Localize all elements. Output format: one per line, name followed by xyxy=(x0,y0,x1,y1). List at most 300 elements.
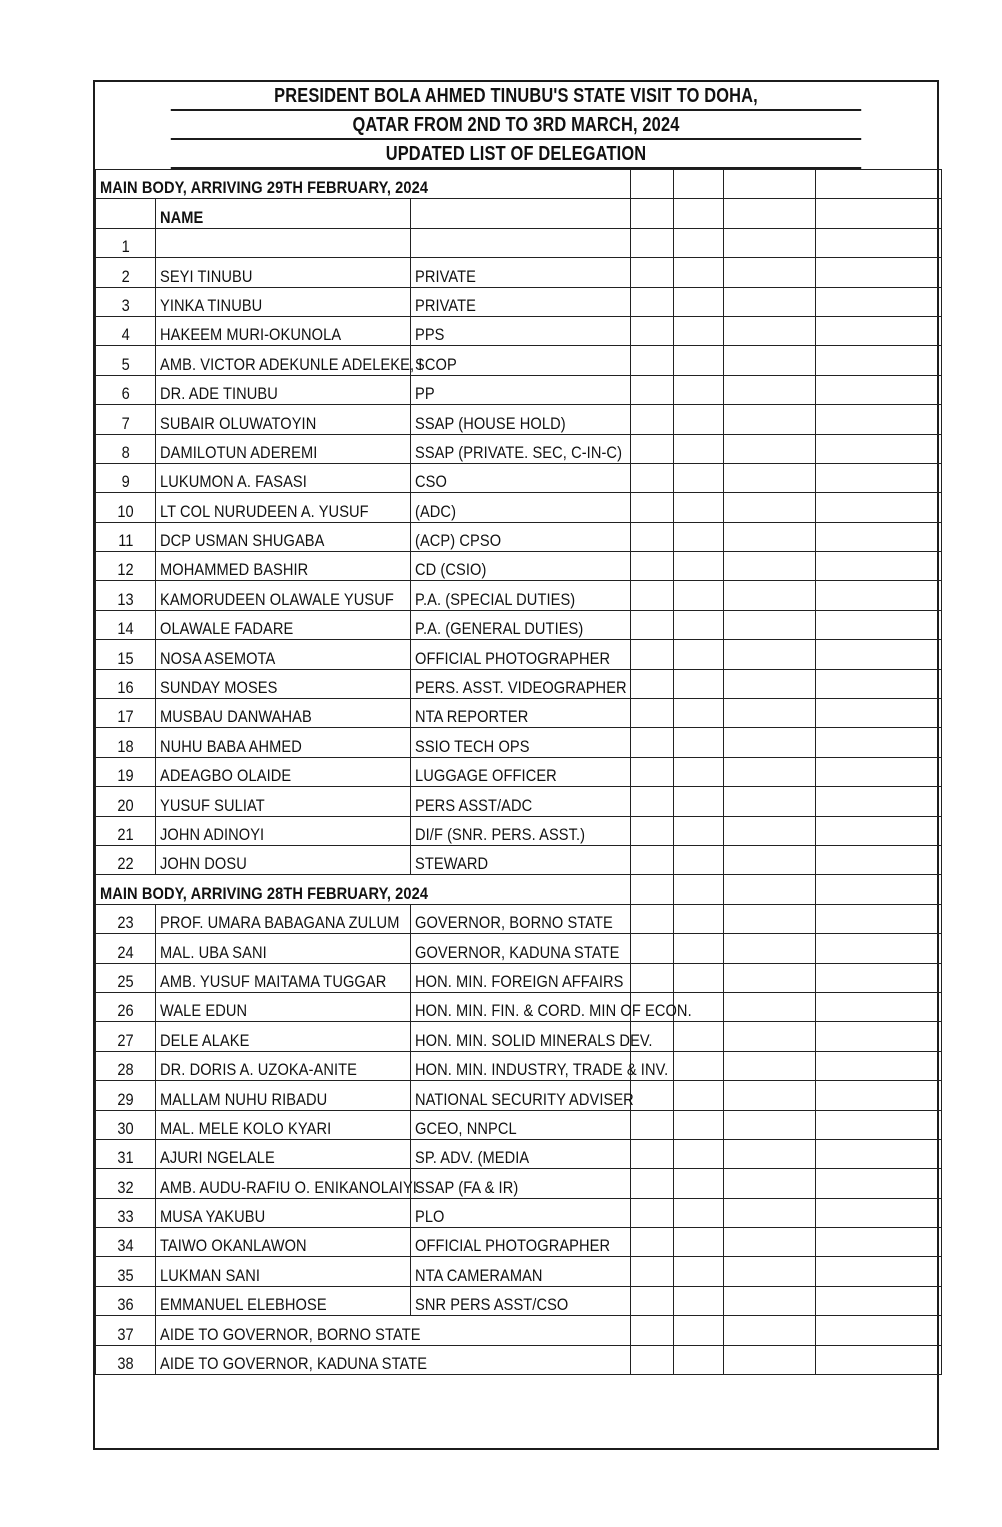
row-role-text: HON. MIN. SOLID MINERALS DEV. xyxy=(415,1030,653,1050)
table-row xyxy=(96,1198,942,1227)
blank-cell xyxy=(724,346,816,375)
row-number xyxy=(96,316,156,345)
blank-cell xyxy=(724,699,816,728)
blank-cell xyxy=(816,1081,942,1110)
row-role-text: NTA CAMERAMAN xyxy=(415,1265,543,1285)
blank-cell xyxy=(724,316,816,345)
row-role xyxy=(411,787,631,816)
table-row xyxy=(96,1228,942,1257)
blank-cell xyxy=(631,581,674,610)
table-row xyxy=(96,405,942,434)
row-role xyxy=(411,610,631,639)
table-row xyxy=(96,1286,942,1315)
row-role-text: GCEO, NNPCL xyxy=(415,1118,517,1138)
blank-cell xyxy=(631,1139,674,1168)
row-name xyxy=(156,757,411,786)
blank-cell xyxy=(674,493,724,522)
blank-cell xyxy=(724,669,816,698)
row-role xyxy=(411,405,631,434)
blank-cell xyxy=(631,522,674,551)
table-row xyxy=(96,493,942,522)
blank-cell xyxy=(724,228,816,257)
row-role-text: SSAP (FA & IR) xyxy=(415,1177,519,1197)
row-role-text: PLO xyxy=(415,1207,445,1227)
table-row xyxy=(96,463,942,492)
row-role xyxy=(411,581,631,610)
table-row xyxy=(96,258,942,287)
blank-cell xyxy=(631,375,674,404)
table-row xyxy=(96,375,942,404)
row-number-text: 8 xyxy=(121,442,130,462)
blank-cell xyxy=(631,552,674,581)
table-row xyxy=(96,228,942,257)
row-number-text: 35 xyxy=(117,1265,134,1285)
row-role xyxy=(411,816,631,845)
blank-cell xyxy=(631,640,674,669)
row-role-text: OFFICIAL PHOTOGRAPHER xyxy=(415,1236,611,1256)
row-name xyxy=(156,1022,411,1051)
row-name-text: AIDE TO GOVERNOR, KADUNA STATE xyxy=(160,1354,428,1374)
row-role-text: PP xyxy=(415,384,435,404)
row-role xyxy=(411,1286,631,1315)
row-number-text: 6 xyxy=(121,384,130,404)
blank-cell xyxy=(816,1228,942,1257)
blank-cell xyxy=(674,1169,724,1198)
section-heading-text: MAIN BODY, ARRIVING 28TH FEBRUARY, 2024 xyxy=(100,883,429,903)
row-name xyxy=(156,1345,631,1374)
blank-cell xyxy=(724,728,816,757)
row-name xyxy=(156,934,411,963)
row-number xyxy=(96,346,156,375)
blank-cell xyxy=(674,875,724,904)
row-number xyxy=(96,757,156,786)
row-number xyxy=(96,258,156,287)
row-number xyxy=(96,845,156,874)
row-number xyxy=(96,1022,156,1051)
row-number xyxy=(96,963,156,992)
blank-cell xyxy=(674,1198,724,1227)
blank-cell xyxy=(724,1169,816,1198)
row-role xyxy=(411,1257,631,1286)
table-row xyxy=(96,1139,942,1168)
blank-cell xyxy=(816,316,942,345)
blank-cell xyxy=(631,1257,674,1286)
blank-cell xyxy=(631,1228,674,1257)
row-name-text: HAKEEM MURI-OKUNOLA xyxy=(160,325,342,345)
row-name-text: PROF. UMARA BABAGANA ZULUM xyxy=(160,913,400,933)
row-number-text: 19 xyxy=(117,766,134,786)
row-name xyxy=(156,552,411,581)
row-number xyxy=(96,287,156,316)
blank-cell xyxy=(724,992,816,1021)
row-name-text: OLAWALE FADARE xyxy=(160,619,294,639)
row-number xyxy=(96,581,156,610)
blank-cell xyxy=(674,1051,724,1080)
table-row xyxy=(96,1110,942,1139)
blank-cell xyxy=(631,904,674,933)
table-row xyxy=(96,434,942,463)
blank-cell xyxy=(631,1286,674,1315)
blank-cell xyxy=(816,904,942,933)
row-number-text: 14 xyxy=(117,619,134,639)
row-name xyxy=(156,610,411,639)
row-number-text: 16 xyxy=(117,678,134,698)
row-role xyxy=(411,845,631,874)
row-name-text: MAL. MELE KOLO KYARI xyxy=(160,1118,332,1138)
row-role-text: CSO xyxy=(415,472,447,492)
table-row xyxy=(96,669,942,698)
blank-cell xyxy=(816,1051,942,1080)
row-role xyxy=(411,699,631,728)
blank-cell xyxy=(631,405,674,434)
blank-cell xyxy=(816,1169,942,1198)
row-number-text: 30 xyxy=(117,1118,134,1138)
table-row xyxy=(96,1051,942,1080)
row-role xyxy=(411,375,631,404)
blank-cell xyxy=(816,1345,942,1374)
row-role xyxy=(411,992,692,1021)
blank-cell xyxy=(674,522,724,551)
row-number xyxy=(96,493,156,522)
row-role-text: NATIONAL SECURITY ADVISER xyxy=(415,1089,634,1109)
row-name xyxy=(156,434,411,463)
blank-cell xyxy=(724,405,816,434)
blank-cell xyxy=(724,816,816,845)
table-row xyxy=(96,816,942,845)
row-role-text: SSAP (HOUSE HOLD) xyxy=(415,413,566,433)
blank-cell xyxy=(816,463,942,492)
row-name xyxy=(156,346,423,375)
row-role xyxy=(411,346,631,375)
row-number-text: 24 xyxy=(117,942,134,962)
blank-cell xyxy=(631,434,674,463)
row-name-text: YINKA TINUBU xyxy=(160,295,263,315)
row-number xyxy=(96,640,156,669)
blank-cell xyxy=(631,1169,674,1198)
blank-cell xyxy=(674,287,724,316)
row-role xyxy=(411,463,631,492)
row-number-text: 23 xyxy=(117,913,134,933)
blank-cell xyxy=(724,493,816,522)
blank-cell xyxy=(631,845,674,874)
row-name-text: LUKUMON A. FASASI xyxy=(160,472,307,492)
row-role-text: STEWARD xyxy=(415,854,489,874)
blank-cell xyxy=(674,904,724,933)
row-role-text: PRIVATE xyxy=(415,266,476,286)
blank-cell xyxy=(816,669,942,698)
row-role-text: PERS. ASST. VIDEOGRAPHER xyxy=(415,678,627,698)
row-name xyxy=(156,1139,411,1168)
table-row xyxy=(96,757,942,786)
row-role-text: DI/F (SNR. PERS. ASST.) xyxy=(415,824,586,844)
blank-cell xyxy=(631,1198,674,1227)
row-number xyxy=(96,1110,156,1139)
row-name-text: DELE ALAKE xyxy=(160,1030,250,1050)
row-number-text: 22 xyxy=(117,854,134,874)
delegation-table xyxy=(95,169,942,1375)
table-row xyxy=(96,1345,942,1374)
blank-cell xyxy=(816,552,942,581)
blank-cell xyxy=(724,1110,816,1139)
row-name-text: AMB. VICTOR ADEKUNLE ADELEKE, I xyxy=(160,354,423,374)
row-number-text: 28 xyxy=(117,1060,134,1080)
blank-cell xyxy=(816,875,942,904)
row-role-text: HON. MIN. INDUSTRY, TRADE & INV. xyxy=(415,1060,669,1080)
blank-cell xyxy=(724,170,816,199)
blank-cell xyxy=(724,1198,816,1227)
row-role-text: PERS ASST/ADC xyxy=(415,795,533,815)
blank-cell xyxy=(631,258,674,287)
table-row xyxy=(96,845,942,874)
row-role xyxy=(411,757,631,786)
row-number xyxy=(96,1228,156,1257)
table-row xyxy=(96,610,942,639)
row-role xyxy=(411,904,631,933)
row-name xyxy=(156,581,411,610)
table-row xyxy=(96,552,942,581)
blank-cell xyxy=(816,1257,942,1286)
table-row xyxy=(96,287,942,316)
row-name-text: NOSA ASEMOTA xyxy=(160,648,276,668)
blank-cell xyxy=(816,199,942,228)
table-row xyxy=(96,992,942,1021)
row-number xyxy=(96,787,156,816)
row-role xyxy=(411,287,631,316)
row-role-text: NTA REPORTER xyxy=(415,707,529,727)
row-name-text: AMB. YUSUF MAITAMA TUGGAR xyxy=(160,971,387,991)
row-number xyxy=(96,1257,156,1286)
blank-cell xyxy=(724,1286,816,1315)
blank-cell xyxy=(631,199,674,228)
row-role xyxy=(411,1169,631,1198)
blank-cell xyxy=(631,963,674,992)
row-name-text: ADEAGBO OLAIDE xyxy=(160,766,292,786)
blank-cell xyxy=(816,610,942,639)
section-heading-row xyxy=(96,875,942,904)
row-name-text: SUNDAY MOSES xyxy=(160,678,278,698)
row-role-text: SP. ADV. (MEDIA xyxy=(415,1148,530,1168)
table-row xyxy=(96,1022,942,1051)
blank-cell xyxy=(674,1228,724,1257)
blank-cell xyxy=(724,434,816,463)
table-row xyxy=(96,904,942,933)
row-role xyxy=(411,316,631,345)
blank-cell xyxy=(631,493,674,522)
row-number xyxy=(96,992,156,1021)
column-header-row xyxy=(96,199,942,228)
row-role-text: SSAP (PRIVATE. SEC, C-IN-C) xyxy=(415,442,623,462)
blank-cell xyxy=(631,316,674,345)
table-row xyxy=(96,1169,942,1198)
section-heading xyxy=(96,875,631,904)
row-name-text: DR. DORIS A. UZOKA-ANITE xyxy=(160,1060,358,1080)
row-role-text: (ACP) CPSO xyxy=(415,531,502,551)
row-role-text: SSIO TECH OPS xyxy=(415,736,530,756)
blank-cell xyxy=(724,610,816,639)
name-column-header xyxy=(156,199,411,228)
row-number xyxy=(96,610,156,639)
row-role-text: HON. MIN. FOREIGN AFFAIRS xyxy=(415,971,624,991)
blank-cell xyxy=(674,669,724,698)
row-name xyxy=(156,1110,411,1139)
blank-cell xyxy=(816,1316,942,1345)
blank-cell xyxy=(724,258,816,287)
blank-cell xyxy=(674,552,724,581)
row-name-text: MOHAMMED BASHIR xyxy=(160,560,309,580)
row-name-text: LUKMAN SANI xyxy=(160,1265,261,1285)
row-name xyxy=(156,258,411,287)
blank-cell xyxy=(724,1022,816,1051)
row-name-text: LT COL NURUDEEN A. YUSUF xyxy=(160,501,369,521)
blank-cell xyxy=(816,258,942,287)
table-row xyxy=(96,522,942,551)
row-name xyxy=(156,1051,411,1080)
blank-cell xyxy=(631,875,674,904)
blank-cell xyxy=(631,1081,674,1110)
table-row xyxy=(96,581,942,610)
row-number xyxy=(96,816,156,845)
row-name-text: WALE EDUN xyxy=(160,1001,248,1021)
row-number-text: 9 xyxy=(121,472,130,492)
row-name xyxy=(156,1169,417,1198)
row-number-text: 2 xyxy=(121,266,130,286)
blank-cell xyxy=(724,1257,816,1286)
blank-cell xyxy=(631,699,674,728)
row-number-text: 1 xyxy=(121,237,130,257)
table-row xyxy=(96,699,942,728)
blank-cell xyxy=(674,463,724,492)
row-number-text: 13 xyxy=(117,589,134,609)
blank-cell xyxy=(724,1228,816,1257)
blank-cell xyxy=(816,992,942,1021)
section-heading-text: MAIN BODY, ARRIVING 29TH FEBRUARY, 2024 xyxy=(100,178,429,198)
row-number xyxy=(96,405,156,434)
row-name-text: MAL. UBA SANI xyxy=(160,942,267,962)
blank-cell xyxy=(724,904,816,933)
table-row xyxy=(96,934,942,963)
blank-cell xyxy=(631,728,674,757)
row-number-text: 34 xyxy=(117,1236,134,1256)
blank-cell xyxy=(724,757,816,786)
blank-cell xyxy=(816,1110,942,1139)
blank-cell xyxy=(724,1139,816,1168)
title-line-3: UPDATED LIST OF DELEGATION xyxy=(171,140,861,169)
row-name xyxy=(156,405,411,434)
row-number-text: 26 xyxy=(117,1001,134,1021)
row-role xyxy=(411,1139,631,1168)
name-column-header-text: NAME xyxy=(160,207,204,227)
header-no-cell xyxy=(96,199,156,228)
blank-cell xyxy=(674,816,724,845)
row-number xyxy=(96,728,156,757)
blank-cell xyxy=(724,875,816,904)
table-row xyxy=(96,963,942,992)
row-name-text: EMMANUEL ELEBHOSE xyxy=(160,1295,327,1315)
table-row xyxy=(96,346,942,375)
row-role xyxy=(411,228,631,257)
row-role xyxy=(411,963,631,992)
row-name xyxy=(156,699,411,728)
row-number xyxy=(96,228,156,257)
blank-cell xyxy=(724,640,816,669)
row-role-text: CD (CSIO) xyxy=(415,560,487,580)
row-role xyxy=(411,434,631,463)
row-number-text: 36 xyxy=(117,1295,134,1315)
blank-cell xyxy=(631,757,674,786)
row-name xyxy=(156,463,411,492)
row-role-text: SNR PERS ASST/CSO xyxy=(415,1295,569,1315)
blank-cell xyxy=(674,1022,724,1051)
row-name-text: MUSA YAKUBU xyxy=(160,1207,266,1227)
blank-cell xyxy=(816,963,942,992)
blank-cell xyxy=(816,1139,942,1168)
blank-cell xyxy=(674,1257,724,1286)
blank-cell xyxy=(674,405,724,434)
row-name xyxy=(156,1286,411,1315)
row-number-text: 38 xyxy=(117,1354,134,1374)
row-name-text: KAMORUDEEN OLAWALE YUSUF xyxy=(160,589,394,609)
row-role-text: PPS xyxy=(415,325,445,345)
blank-cell xyxy=(674,170,724,199)
row-name xyxy=(156,228,411,257)
table-row xyxy=(96,1081,942,1110)
blank-cell xyxy=(674,845,724,874)
row-role xyxy=(411,728,631,757)
blank-cell xyxy=(724,287,816,316)
blank-cell xyxy=(816,816,942,845)
row-role xyxy=(411,1110,631,1139)
blank-cell xyxy=(674,199,724,228)
row-name xyxy=(156,728,411,757)
row-number-text: 18 xyxy=(117,736,134,756)
row-role xyxy=(411,1081,634,1110)
row-name xyxy=(156,992,411,1021)
row-number xyxy=(96,669,156,698)
blank-cell xyxy=(631,463,674,492)
row-name-text: DCP USMAN SHUGABA xyxy=(160,531,325,551)
blank-cell xyxy=(724,787,816,816)
table-row xyxy=(96,728,942,757)
row-role xyxy=(411,522,631,551)
row-role-text: LUGGAGE OFFICER xyxy=(415,766,557,786)
blank-cell xyxy=(674,757,724,786)
blank-cell xyxy=(816,346,942,375)
title-line-2: QATAR FROM 2ND TO 3RD MARCH, 2024 xyxy=(171,111,861,140)
row-number xyxy=(96,1139,156,1168)
row-name-text: JOHN DOSU xyxy=(160,854,247,874)
blank-cell xyxy=(724,375,816,404)
blank-cell xyxy=(724,845,816,874)
blank-cell xyxy=(674,346,724,375)
blank-cell xyxy=(816,1286,942,1315)
row-role-text: P.A. (GENERAL DUTIES) xyxy=(415,619,584,639)
blank-cell xyxy=(674,787,724,816)
blank-cell xyxy=(724,1051,816,1080)
blank-cell xyxy=(631,1110,674,1139)
row-role xyxy=(411,1228,631,1257)
row-name-text: YUSUF SULIAT xyxy=(160,795,265,815)
row-name-text: DR. ADE TINUBU xyxy=(160,384,278,404)
blank-cell xyxy=(674,699,724,728)
row-number-text: 12 xyxy=(117,560,134,580)
blank-cell xyxy=(674,1286,724,1315)
row-name xyxy=(156,493,411,522)
row-name-text: SEYI TINUBU xyxy=(160,266,253,286)
blank-cell xyxy=(724,199,816,228)
blank-cell xyxy=(674,228,724,257)
blank-cell xyxy=(816,434,942,463)
row-number-text: 33 xyxy=(117,1207,134,1227)
